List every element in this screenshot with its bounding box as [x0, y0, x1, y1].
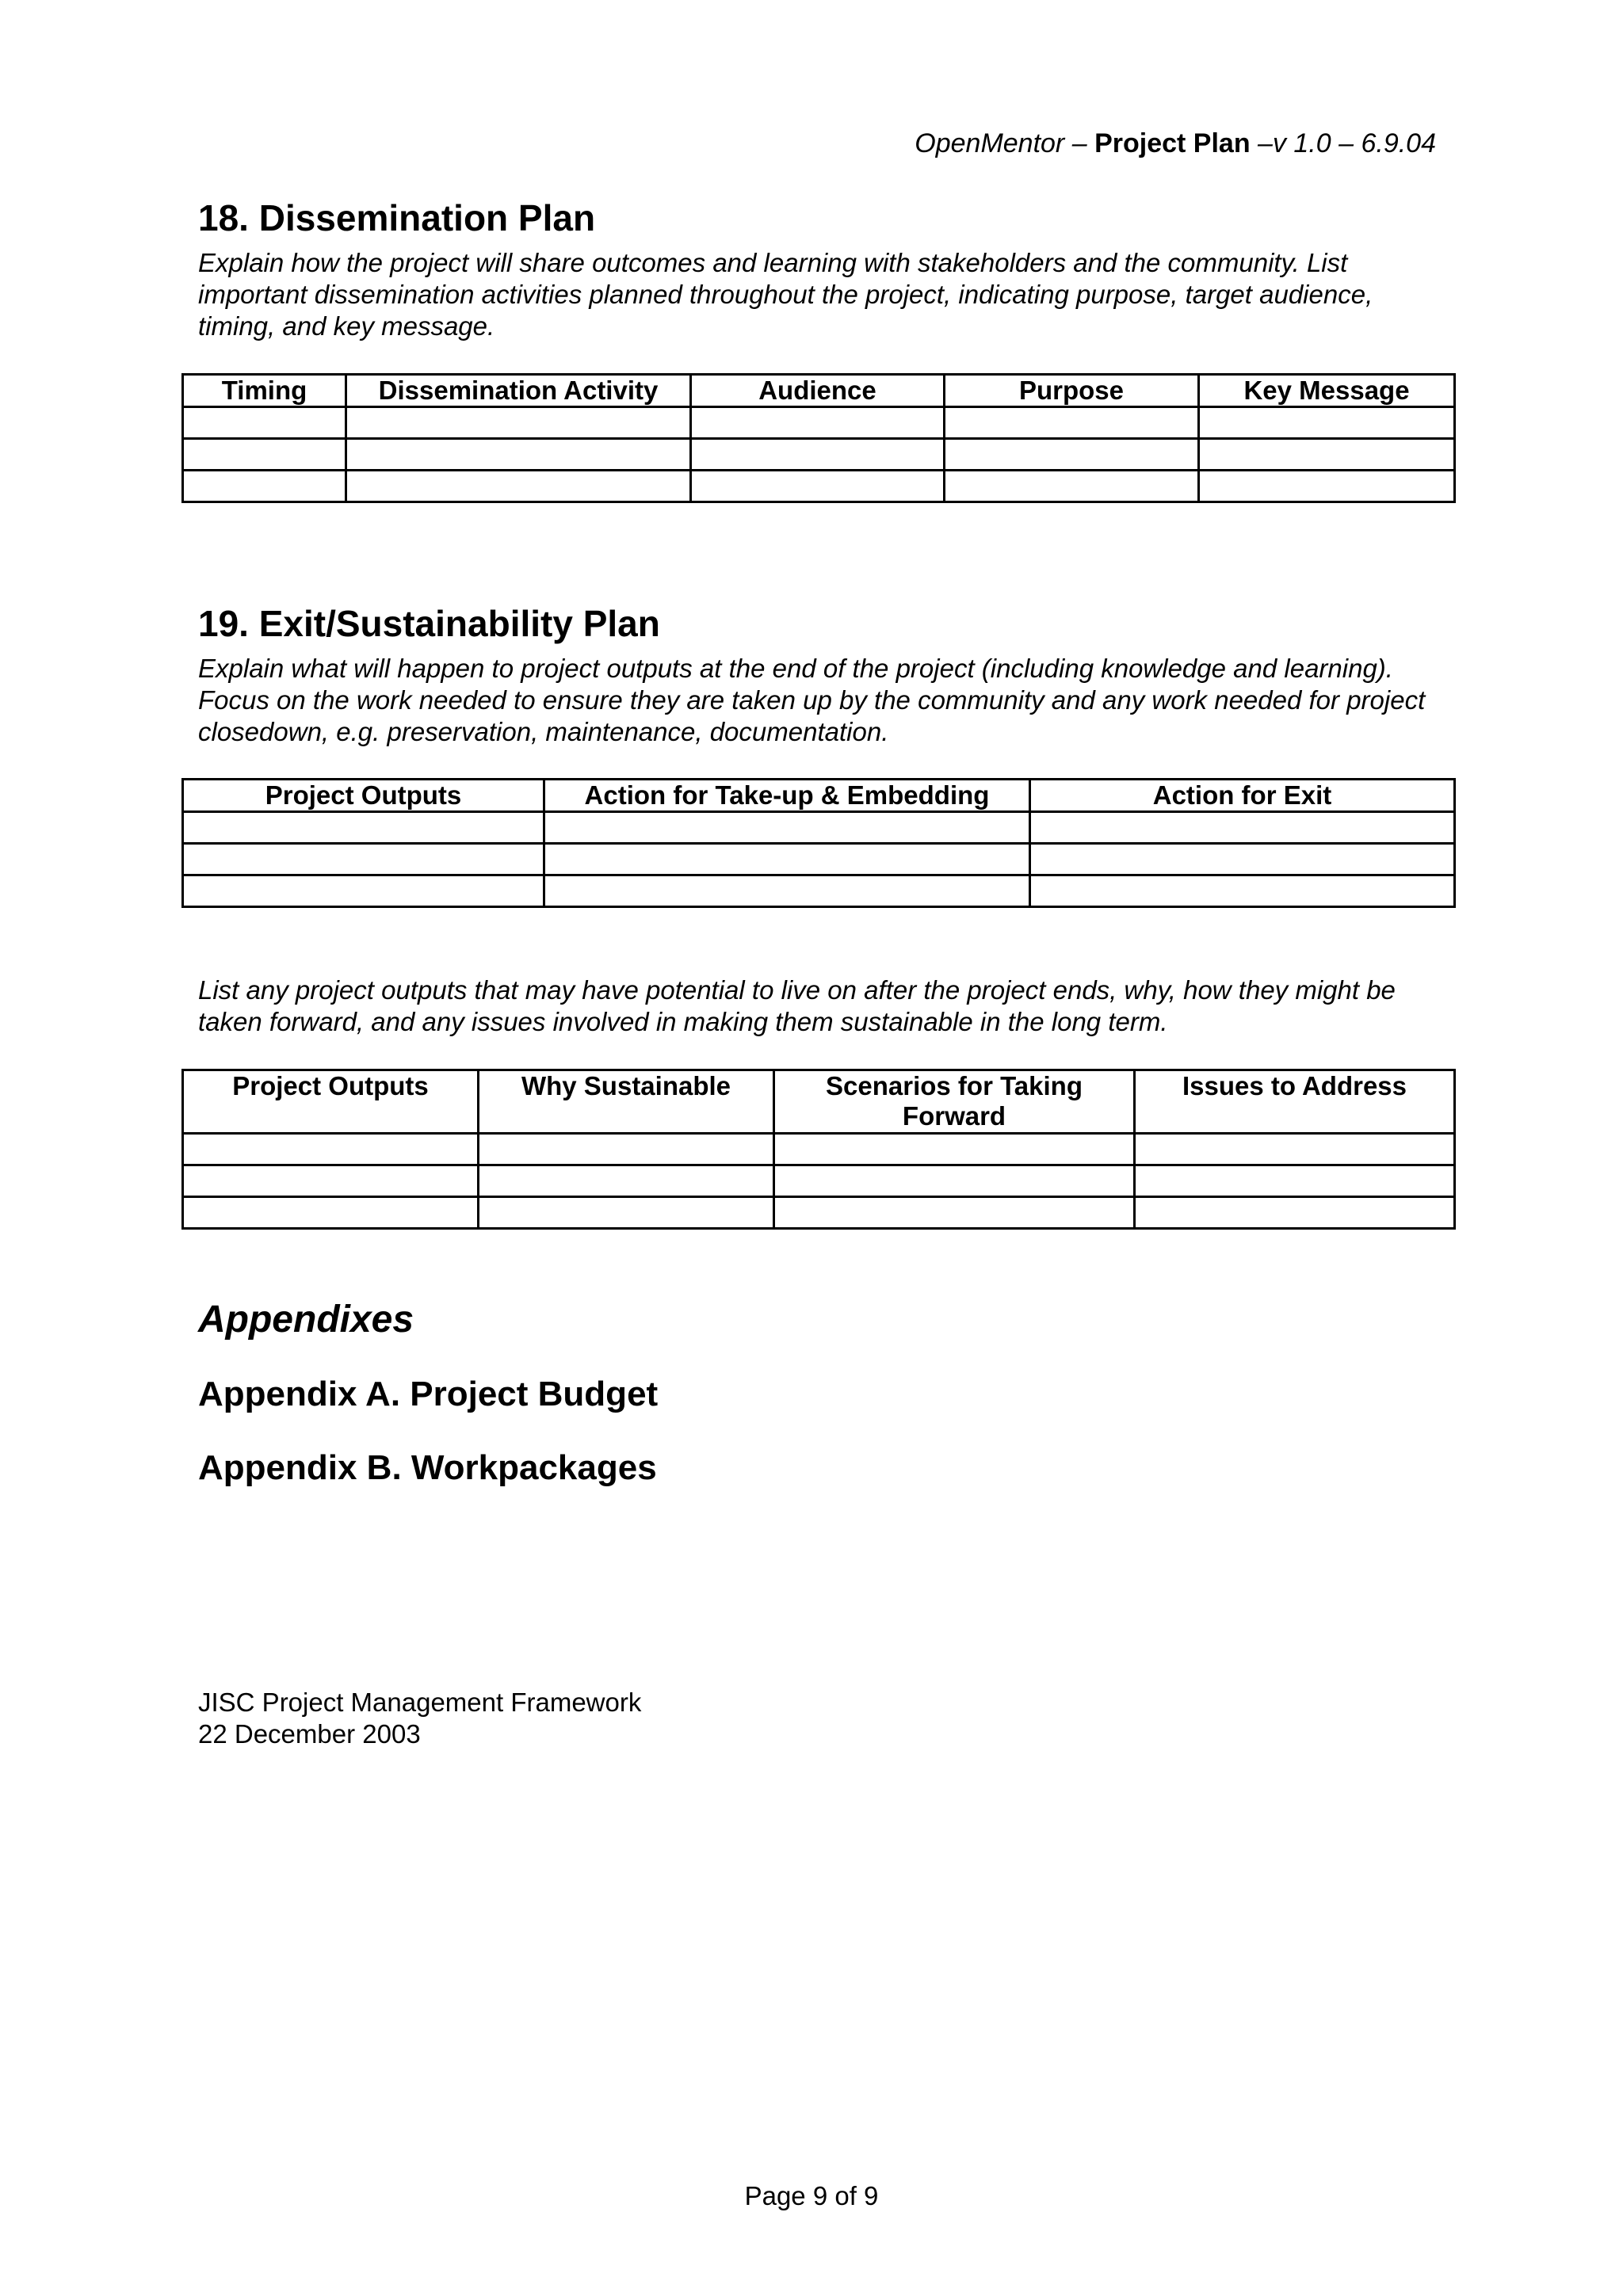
col-action-take-up: Action for Take-up & Embedding — [544, 780, 1030, 812]
table-row — [183, 1165, 1455, 1197]
table-cell — [774, 1165, 1135, 1197]
header-separator: – — [1064, 128, 1095, 158]
header-doc-name: OpenMentor — [915, 128, 1065, 158]
dissemination-table — [181, 373, 1456, 503]
sustainability-table — [181, 1069, 1456, 1230]
col-scenarios: Scenarios for Taking Forward — [774, 1070, 1135, 1134]
table-cell — [691, 471, 945, 502]
table-cell — [1135, 1165, 1455, 1197]
footer-framework: JISC Project Management Framework — [198, 1688, 642, 1717]
table-cell — [1199, 471, 1455, 502]
table-header-row — [183, 780, 1455, 812]
page-number: Page 9 of 9 — [744, 2181, 879, 2210]
exit-plan-table — [181, 778, 1456, 908]
appendixes-heading: Appendixes — [198, 1299, 414, 1341]
table-cell — [774, 1134, 1135, 1165]
table-cell — [183, 812, 544, 844]
table-header-row — [183, 375, 1455, 407]
col-audience: Audience — [691, 375, 945, 407]
table-cell — [183, 471, 346, 502]
section-18-intro: Explain how the project will share outcomes and learning with stakeholders and the community. List important dissemination activities planned throughout the project, indicating purpose, target audience, timing, and key message. — [198, 248, 1373, 341]
table-cell — [774, 1197, 1135, 1229]
section-18-heading: 18. Dissemination Plan — [198, 197, 596, 238]
section-19-heading: 19. Exit/Sustainability Plan — [198, 603, 660, 644]
table-cell — [183, 1134, 479, 1165]
sustainability-intro: List any project outputs that may have potential to live on after the project ends, why, how they might be taken forward, and any issues involved in making them sustainable in the long term. — [198, 975, 1396, 1036]
table-row — [183, 844, 1455, 875]
table-cell — [691, 407, 945, 439]
table-cell — [346, 471, 691, 502]
header-doc-title: Project Plan — [1094, 128, 1251, 158]
col-purpose: Purpose — [945, 375, 1199, 407]
table-cell — [479, 1165, 774, 1197]
col-dissemination-activity: Dissemination Activity — [346, 375, 691, 407]
table-cell — [1199, 439, 1455, 471]
footer-block — [198, 1687, 641, 1750]
table-cell — [346, 407, 691, 439]
col-key-message: Key Message — [1199, 375, 1455, 407]
table-cell — [544, 875, 1030, 907]
table-cell — [479, 1134, 774, 1165]
table-cell — [1135, 1134, 1455, 1165]
table-cell — [479, 1197, 774, 1229]
table-cell — [183, 844, 544, 875]
col-project-outputs: Project Outputs — [183, 1070, 479, 1134]
table-cell — [1199, 407, 1455, 439]
table-row — [183, 1197, 1455, 1229]
table-cell — [1030, 844, 1455, 875]
table-cell — [183, 875, 544, 907]
running-header — [915, 128, 1436, 159]
col-timing: Timing — [183, 375, 346, 407]
table-cell — [1135, 1197, 1455, 1229]
col-project-outputs: Project Outputs — [183, 780, 544, 812]
appendix-a-heading: Appendix A. Project Budget — [198, 1375, 659, 1413]
table-cell — [544, 844, 1030, 875]
table-cell — [183, 407, 346, 439]
table-row — [183, 875, 1455, 907]
table-cell — [183, 1197, 479, 1229]
section-19-intro: Explain what will happen to project outputs at the end of the project (including knowledge and learning). Focus on the work needed to ensure they are taken up by the community and any work needed for project closedown, e.g. preservation, maintenance, documentation. — [198, 654, 1426, 746]
appendix-b-heading: Appendix B. Workpackages — [198, 1448, 657, 1487]
header-version: –v 1.0 – 6.9.04 — [1250, 128, 1436, 158]
table-cell — [1030, 875, 1455, 907]
table-cell — [945, 439, 1199, 471]
col-why-sustainable: Why Sustainable — [479, 1070, 774, 1134]
table-cell — [945, 407, 1199, 439]
table-row — [183, 439, 1455, 471]
table-row — [183, 812, 1455, 844]
table-cell — [183, 439, 346, 471]
table-cell — [945, 471, 1199, 502]
table-row — [183, 471, 1455, 502]
table-header-row — [183, 1070, 1455, 1134]
table-cell — [183, 1165, 479, 1197]
footer-date: 22 December 2003 — [198, 1719, 421, 1749]
table-cell — [544, 812, 1030, 844]
table-cell — [346, 439, 691, 471]
table-row — [183, 1134, 1455, 1165]
col-action-exit: Action for Exit — [1030, 780, 1455, 812]
col-issues: Issues to Address — [1135, 1070, 1455, 1134]
table-cell — [691, 439, 945, 471]
table-row — [183, 407, 1455, 439]
table-cell — [1030, 812, 1455, 844]
